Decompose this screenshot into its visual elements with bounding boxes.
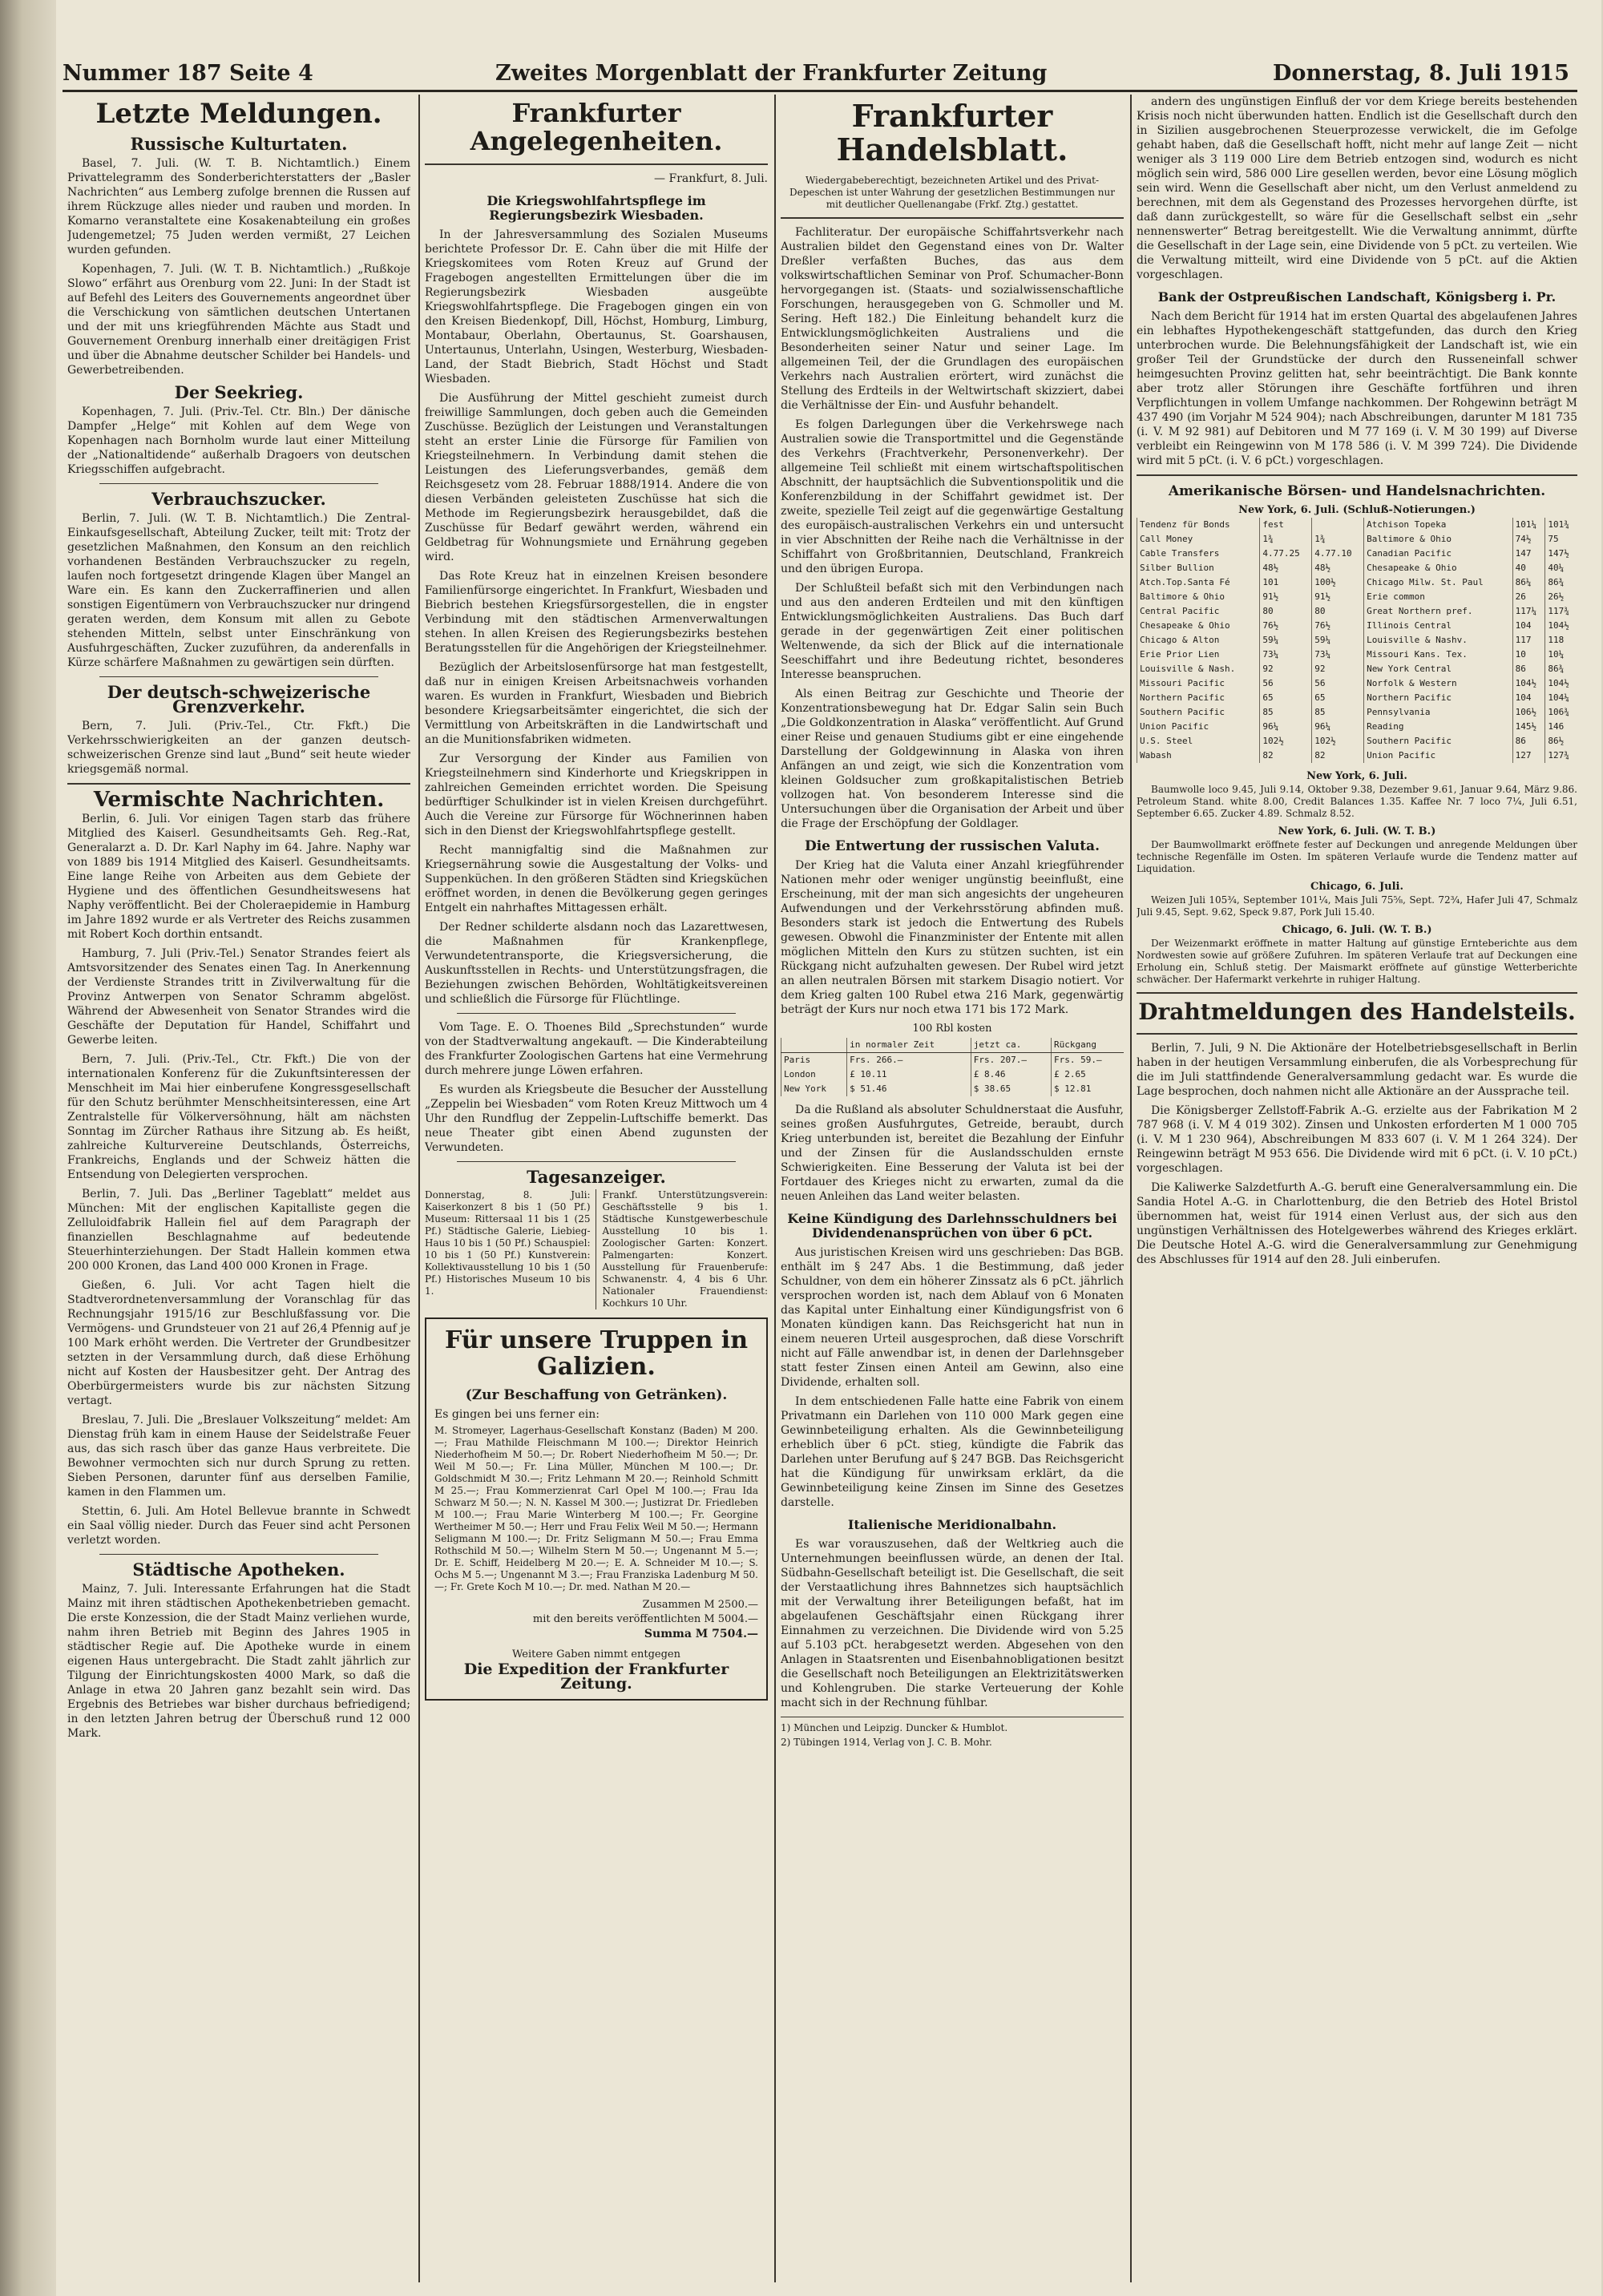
table-cell: 102½ xyxy=(1260,734,1312,749)
table-cell: Atch.Top.Santa Fé xyxy=(1137,575,1260,590)
divider xyxy=(781,217,1124,219)
table-row xyxy=(1137,705,1578,720)
donation-intro: Es gingen bei uns ferner ein: xyxy=(434,1408,600,1422)
section-title: Frankfurter Angelegenheiten. xyxy=(470,98,723,157)
table-cell: 118 xyxy=(1545,633,1577,648)
table-cell: Call Money xyxy=(1137,532,1260,547)
column-rule xyxy=(418,95,420,2282)
table-cell: 100½ xyxy=(1312,575,1364,590)
table-row xyxy=(1137,691,1578,705)
table-row xyxy=(1137,633,1578,648)
article-text: Berlin, 6. Juli. Vor einigen Tagen starb das frühere Mitglied des Kaiserl. Gesundheitsamts Geh. Reg.-Rat, Generalarzt a. D. Dr. Karl Naphy im 64. Jahre. Naphy war von 1889 bis 1914 Mitglied des Kaiserl. Gesundheitsamts. Eine lange Reihe von Arbeiten aus dem Gebiete der Hygiene und des öffentlichen Gesundheitswesens hat Naphy veröffentlicht. Bei der Choleraepidemie in Hamburg im Jahre 1892 wurde er als Vertreter des Reichs zusammen mit Robert Koch dorthin entsandt. xyxy=(67,813,410,942)
table-cell: 147½ xyxy=(1545,547,1577,561)
market-heading: Chicago, 6. Juli. (W. T. B.) xyxy=(1282,924,1432,936)
article-text: Es folgen Darlegungen über die Verkehrswege nach Australien sowie die Transportmittel und die Gegenstände des Verkehrs (Frachtverkehr, Personenverkehr). Der allgemeine Teil schließt mit einem wirtschaftspolitischen Abschnitt, der hauptsächlich die Subventionspolitik und die Konferenzbildung in der Schiffahrt gewidmet ist. Der zweite, spezielle Teil zeigt auf die gegenwärtige Gestaltung des europäisch-australischen Verkehrs ein und untersucht in vier Abschnitten der Reihe nach die Verhältnisse in der Schiffahrt von Großbritannien, Deutschland, Frankreich und den übrigen Europa. xyxy=(781,418,1124,575)
table-cell: 76½ xyxy=(1312,619,1364,633)
table-cell: 56 xyxy=(1260,676,1312,691)
table-row xyxy=(781,1067,1125,1082)
divider xyxy=(1137,992,1577,994)
table-cell: 80 xyxy=(1312,604,1364,619)
donation-note: Weitere Gaben nimmt entgegen xyxy=(512,1648,680,1661)
table-cell: New York xyxy=(781,1082,847,1096)
table-row xyxy=(1137,734,1578,749)
article-text: Stettin, 6. Juli. Am Hotel Bellevue brannte in Schwedt ein Saal völlig nieder. Durch das Feuer sind acht Personen verletzt worden. xyxy=(67,1505,410,1547)
article-text: Die Kaliwerke Salzdetfurth A.-G. beruft eine Generalversammlung ein. Die Sandia Hotel A.-G. in Charlottenburg, die den Betrieb des Hotel Bristol übernommen hat, weist für 1914 einen Verlust aus, der sich aus den ungünstigen Verhältnissen des Hotelgewerbes während des Krieges erklärt. Die Deutsche Hotel A.-G. wird die Generalversammlung zur Genehmigung des Abschlusses für 1914 auf den 28. Juli einberufen. xyxy=(1137,1180,1577,1266)
table-cell: Norfolk & Western xyxy=(1364,676,1513,691)
table-cell: Erie common xyxy=(1364,590,1513,604)
article-text: Recht mannigfaltig sind die Maßnahmen zur Kriegsernährung sowie die Ausgestaltung der Volks- und Suppenküchen. In den größeren Städten sind Kriegsküchen eröffnet worden, in denen die Bevölkerung gegen geringes Entgelt ein nahrhaftes Mittagessen erhält. xyxy=(425,844,768,915)
table-header-cell: Rückgang xyxy=(1051,1038,1124,1053)
table-cell: 59¼ xyxy=(1312,633,1364,648)
market-heading: New York, 6. Juli. (W. T. B.) xyxy=(1278,825,1436,837)
table-cell: Illinois Central xyxy=(1364,619,1513,633)
table-cell: Louisville & Nash. xyxy=(1137,662,1260,676)
article-title: Städtische Apotheken. xyxy=(132,1560,345,1580)
divider xyxy=(67,783,410,785)
table-cell: Union Pacific xyxy=(1364,749,1513,763)
divider xyxy=(99,676,378,677)
article-title: Tagesanzeiger. xyxy=(527,1167,666,1188)
table-cell: 106½ xyxy=(1512,705,1545,720)
article-title: Bank der Ostpreußischen Landschaft, Königsberg i. Pr. xyxy=(1157,289,1557,305)
table-cell: 26 xyxy=(1512,590,1545,604)
table-cell: 146 xyxy=(1545,720,1577,734)
table-cell: 101¾ xyxy=(1545,518,1577,532)
table-cell: Frs. 207.— xyxy=(971,1052,1051,1067)
event-list-right: Frankf. Unterstützungsverein: Geschäftsstelle 9 bis 1. Städtische Kunstgewerbeschule Ausstellung 10 bis 1. Zoologischer Garten: Konzert. Palmengarten: Konzert. Ausstellung für Frauenberufe: Schwanenstr. 4, 4 bis 6 Uhr. Nationaler Frauendienst: Kochkurs 10 Uhr. xyxy=(602,1189,768,1309)
table-cell: 104½ xyxy=(1545,676,1577,691)
article-text: Kopenhagen, 7. Juli. (W. T. B. Nichtamtlich.) „Rußkoje Slowo“ erfährt aus Orenburg vom 22. Juni: In der Stadt ist auf Befehl des Leiters des Gouvernements angeordnet über die Verschickung von sämtlichen deutschen Untertanen und der mit uns kriegführenden Mächte aus Stadt und Gouvernement Orenburg innerhalb einer dreitägigen Frist und über die Abnahme deutscher Schilder bei Handels- und Gewerbetreibenden. xyxy=(67,263,410,377)
article-text: Bezüglich der Arbeitslosenfürsorge hat man festgestellt, daß nur in einigen Kreisen Arbeitsnachweis vorhanden waren. Es wurden in Frankfurt, Wiesbaden und Biebrich besondere Kriegsarbeitsämter eingerichtet, die sich der Vermittlung von Arbeitskräften in die Landwirtschaft und an die Munitionsfabriken widmeten. xyxy=(425,661,768,747)
table-cell: 86 xyxy=(1512,734,1545,749)
table-cell: Baltimore & Ohio xyxy=(1137,590,1260,604)
table-cell: Chesapeake & Ohio xyxy=(1137,619,1260,633)
table-cell: Central Pacific xyxy=(1137,604,1260,619)
table-cell: 86¼ xyxy=(1512,575,1545,590)
article-text: Es wurden als Kriegsbeute die Besucher der Ausstellung „Zeppelin bei Wiesbaden“ vom Roten Kreuz Mittwoch um 4 Uhr den Rundflug der Zeppelin-Luftschiffe bemerkt. Das neue Theater gibt einen Abend zugunsten der Verwundeten. xyxy=(425,1083,768,1155)
table-cell: Southern Pacific xyxy=(1137,705,1260,720)
stock-table xyxy=(1137,518,1577,763)
article-text: Basel, 7. Juli. (W. T. B. Nichtamtlich.) Einem Privattelegramm des Sonderberichterstatters der „Basler Nachrichten“ aus Lemberg zufolge brennen die Russen auf ihrem Rückzuge alles nieder und rauben und morden. In Komarno veranstaltete eine Kosakenabteilung ein großes Judengemetzel; 75 Juden werden vermißt, 27 Leichen wurden gefunden. xyxy=(67,157,410,257)
table-cell: $ 12.81 xyxy=(1051,1082,1124,1096)
table-cell: $ 38.65 xyxy=(971,1082,1051,1096)
table-header-cell: jetzt ca. xyxy=(971,1038,1051,1053)
donation-list: M. Stromeyer, Lagerhaus-Gesellschaft Konstanz (Baden) M 200.—; Frau Mathilde Fleischmann M 100.—; Direktor Heinrich Niederhofheim M 50.—; Dr. Robert Niederhofheim M 50.—; Dr. Weil M 50.—; Fr. Lina Müller, München M 100.—; Dr. Goldschmidt M 30.—; Fritz Lehmann M 20.—; Reinhold Schmitt M 25.—; Frau Kommerzienrat Carl Opel M 100.—; Frau Ida Schwarz M 50.—; N. N. Kassel M 300.—; Justizrat Dr. Friedleben M 100.—; Frau Marie Winterberg M 100.—; Fr. Georgine Wertheimer M 50.—; Herr und Frau Felix Weil M 50.—; Hermann Seligmann M 100.—; Dr. Fritz Seligmann M 50.—; Frau Emma Rothschild M 50.—; Wilhelm Stern M 50.—; Ungenannt M 5.—; Dr. E. Schiff, Heidelberg M 20.—; E. A. Schneider M 10.—; S. Ochs M 5.—; Ungenannt M 3.—; Frau Franziska Ladenburg M 50.—; Fr. Grete Koch M 10.—; Dr. med. Nathan M 20.— xyxy=(434,1425,758,1593)
table-cell: Southern Pacific xyxy=(1364,734,1513,749)
donation-box xyxy=(425,1317,768,1701)
table-cell: 40 xyxy=(1512,561,1545,575)
table-cell: Reading xyxy=(1364,720,1513,734)
table-row xyxy=(1137,575,1578,590)
table-cell: Northern Pacific xyxy=(1137,691,1260,705)
table-cell: 96¼ xyxy=(1312,720,1364,734)
article-text: Bern, 7. Juli. (Priv.-Tel., Ctr. Fkft.) Die Verkehrsschwierigkeiten an der ganzen deutsch-schweizerischen Grenze sind laut „Bund“ seit heute wieder kriegsgemäß normal. xyxy=(67,720,410,777)
table-cell: Paris xyxy=(781,1052,847,1067)
table-row xyxy=(1137,619,1578,633)
table-cell: 48½ xyxy=(1312,561,1364,575)
market-text: Der Baumwollmarkt eröffnete fester auf Deckungen und anregende Meldungen über technische Regenfälle im Osten. Im späteren Verlaufe wurde die Tendenz matter auf Liquidation. xyxy=(1137,839,1577,874)
article-text: Der Krieg hat die Valuta einer Anzahl kriegführender Nationen mehr oder weniger ungünstig beeinflußt, eine Erscheinung, mit der man sich angesichts der ungeheuren Aufwendungen und der Verkehrsstörung abfinden muß. Besonders stark ist jedoch die Entwertung des Rubels gewesen. Obwohl die Finanzminister der Entente mit allen möglichen Mitteln den Kurs zu stützen suchten, ist ein Rückgang nicht aufzuhalten gewesen. Der Rubel wird jetzt an allen neutralen Börsen mit starkem Disagio notiert. Vor dem Krieg galten 100 Rubel etwa 216 Mark, gegenwärtig beträgt der Kurs nur noch etwa 171 bis 172 Mark. xyxy=(781,858,1124,1016)
table-header-cell: in normaler Zeit xyxy=(847,1038,971,1053)
table-cell: Wabash xyxy=(1137,749,1260,763)
donation-subtitle: (Zur Beschaffung von Getränken). xyxy=(465,1387,728,1404)
article-text: Mainz, 7. Juli. Interessante Erfahrungen hat die Stadt Mainz mit ihren städtischen Apothekenbetrieben gemacht. Die erste Konzession, die der Stadt Mainz verliehen wurde, nahm ihren Betrieb mit Beginn des Jahres 1905 in städtischer Regie auf. Die Apotheke wurde in einem eigenen Haus untergebracht. Die Stadt zahlt jährlich zur Tilgung der Einrichtungskosten 4000 Mark, so daß die Anlage in etwa 20 Jahren ganz bezahlt sein wird. Das Ergebnis des Betriebes war bisher durchaus befriedigend; in den letzten Jahren betrug der Überschuß rund 12 000 Mark. xyxy=(67,1583,410,1741)
table-cell: Union Pacific xyxy=(1137,720,1260,734)
event-list-left: Donnerstag, 8. Juli: Kaiserkonzert 8 bis 1 (50 Pf.) Museum: Rittersaal 11 bis 1 (25 Pf.) Städtische Galerie, Liebieg-Haus 10 bis 1 (50 Pf.) Schauspiel: 10 bis 1 (50 Pf.) Kunstverein: Kollektivausstellung 10 bis 1 (50 Pf.) Historisches Museum 10 bis 1. xyxy=(425,1189,596,1309)
article-title: Russische Kulturtaten. xyxy=(130,134,348,155)
table-cell: Louisville & Nashv. xyxy=(1364,633,1513,648)
divider xyxy=(457,1161,736,1162)
table-cell: 48½ xyxy=(1260,561,1312,575)
table-cell: Missouri Kans. Tex. xyxy=(1364,648,1513,662)
table-cell: 74½ xyxy=(1512,532,1545,547)
table-header-row xyxy=(781,1038,1125,1053)
table-cell: 101¼ xyxy=(1512,518,1545,532)
article-text: Berlin, 7. Juli. (W. T. B. Nichtamtlich.) Die Zentral-Einkaufsgesellschaft, Abteilung Zucker, teilt mit: Trotz der gesetzlichen Maßnahmen, den Konsum an den reichlich vorhandenen Beständen Verbrauchszucker zu regeln, laufen noch fortgesetzt dringende Klagen über Mangel an Ware ein. Es kann den Zuckerraffinerien und allen sonstigen Eigentümern von Verbrauchszucker nur dringend geraten werden, dem Konsum mit allen zu Gebote stehenden Mitteln, selbst unter Einschränkung von Ausfuhrgeschäften, Zucker zuzuführen, da anderenfalls in Kürze schärfere Maßnahmen zu gewärtigen sein dürften. xyxy=(67,512,410,670)
table-cell: 86¾ xyxy=(1545,662,1577,676)
table-cell: Canadian Pacific xyxy=(1364,547,1513,561)
article-title: Der deutsch-schweizerische Grenzverkehr. xyxy=(107,682,371,717)
market-heading: New York, 6. Juli. xyxy=(1306,770,1407,782)
table-cell: 4.77.25 xyxy=(1260,547,1312,561)
table-cell: 10¼ xyxy=(1545,648,1577,662)
article-text: Aus juristischen Kreisen wird uns geschrieben: Das BGB. enthält im § 247 Abs. 1 die Bestimmung, daß jeder Schuldner, von dem ein höherer Zinssatz als 6 pCt. jährlich versprochen worden ist, nach dem Ablauf von 6 Monaten das Kapital unter Einhaltung einer Kündigungsfrist von 6 Monaten kündigen kann. Das Reichsgericht hat nun in einem neueren Urteil ausgesprochen, daß diese Vorschrift nicht auf Fälle anwendbar ist, in denen der Darlehnsgeber statt fester Zinsen einen Anteil am Gewinn, also eine Dividende, erhalten soll. xyxy=(781,1245,1124,1389)
divider xyxy=(457,1013,736,1014)
table-cell: Great Northern pref. xyxy=(1364,604,1513,619)
column-rule xyxy=(1130,95,1132,2282)
table-cell: 104½ xyxy=(1512,676,1545,691)
table-cell: 65 xyxy=(1312,691,1364,705)
article-text: Bern, 7. Juli. (Priv.-Tel., Ctr. Fkft.) Die von der internationalen Konferenz für die Zukunftsinteressen der Menschheit im Mai hier einberufene Kongressgesellschaft für den Schutz berühmter Menschheitsinteressen, eine Art Zentralstelle für Völkerversöhnung, hält am nächsten Sonntag im Zürcher Rathaus ihre Sitzung ab. Es heißt, zahlreiche Kulturvereine Deutschlands, Österreichs, Frankreichs, Englands und der Schweiz hätten die Entsendung von Delegierten versprochen. xyxy=(67,1053,410,1182)
table-cell: 104½ xyxy=(1545,619,1577,633)
table-cell: 104¼ xyxy=(1545,691,1577,705)
table-cell: 82 xyxy=(1260,749,1312,763)
table-row xyxy=(1137,590,1578,604)
article-text: Es war vorauszusehen, daß der Weltkrieg auch die Unternehmungen beeinflussen würde, an denen der Ital. Südbahn-Gesellschaft beteiligt ist. Die Gesellschaft, die seit der Verstaatlichung ihres Bahnnetzes sich hauptsächlich mit der Verwaltung ihrer Beteiligungen befaßt, hat im abgelaufenen Geschäftsjahr einen Rückgang ihrer Einnahmen zu verzeichnen. Die Dividende wird von 5.25 auf 5.103 pCt. herabgesetzt werden. Abgesehen von den Anlagen in Staatsrenten und Eisenbahnobligationen besitzt die Gesellschaft noch Beteiligungen an Elektrizitätswerken und Kohlengruben. Die starke Verteuerung der Kohle macht sich in der Rechnung fühlbar. xyxy=(781,1537,1124,1709)
column-business xyxy=(781,95,1124,2282)
table-cell: 56 xyxy=(1312,676,1364,691)
table-cell: 76½ xyxy=(1260,619,1312,633)
table-cell: 73¼ xyxy=(1312,648,1364,662)
article-text: Gießen, 6. Juli. Vor acht Tagen hielt die Stadtverordnetenversammlung der Voranschlag für das Rechnungsjahr 1915/16 zur Beschlußfassung vor. Die Vermögens- und Grundsteuer von 21 auf 26,4 Pfennig auf je 100 Mark erhöht werden. Die Vertreter der Grundbesitzer setzten in der Versammlung durch, daß diese Erhöhung nicht auf Kosten der Hausbesitzer geht. Der Antrag des Oberbürgermeisters wurde bis zur nächsten Sitzung vertagt. xyxy=(67,1279,410,1408)
table-row xyxy=(1137,720,1578,734)
page-header xyxy=(63,56,1577,92)
table-cell: Atchison Topeka xyxy=(1364,518,1513,532)
table-cell: £ 2.65 xyxy=(1051,1067,1124,1082)
table-row xyxy=(781,1052,1125,1067)
table-cell: New York Central xyxy=(1364,662,1513,676)
event-listing xyxy=(425,1189,768,1309)
table-cell: 82 xyxy=(1312,749,1364,763)
donation-title: Für unsere Truppen in Galizien. xyxy=(444,1326,749,1382)
table-cell: 65 xyxy=(1260,691,1312,705)
table-cell: £ 8.46 xyxy=(971,1067,1051,1082)
donation-subtotal: Zusammen M 2500.— xyxy=(642,1599,758,1612)
table-cell: 106¾ xyxy=(1545,705,1577,720)
table-cell: 86½ xyxy=(1545,734,1577,749)
table-cell: Frs. 266.— xyxy=(847,1052,971,1067)
table-cell: 147 xyxy=(1512,547,1545,561)
article-text: Das Rote Kreuz hat in einzelnen Kreisen besondere Familienfürsorge eingerichtet. In Frankfurt, Wiesbaden und Biebrich bestehen Kriegsfürsorgestellen, die in engster Verbindung mit den städtischen Armenverwaltungen stehen. In allen Kreisen des Regierungsbezirks bestehen Beratungsstellen für die Angehörigen der Kriegsteilnehmer. xyxy=(425,570,768,656)
donation-total: Summa M 7504.— xyxy=(644,1628,758,1641)
market-text: Baumwolle loco 9.45, Juli 9.14, Oktober 9.38, Dezember 9.61, Januar 9.64, März 9.86. Petroleum Stand. white 8.00, Credit Balances 1.35. Kaffee Nr. 7 loco 7¼, Juli 6.51, September 6.65. Zucker 4.89. Schmalz 8.52. xyxy=(1137,784,1577,819)
article-text: In der Jahresversammlung des Sozialen Museums berichtete Professor Dr. E. Cahn über die mit Hilfe der Kriegskomitees vom Roten Kreuz auf Grund der Fragebogen angestellten Ermittelungen über die im Regierungsbezirk Wiesbaden ausgeübte Kriegswohlfahrtspflege. Die Fragebogen gingen ein von den Kreisen Biedenkopf, Dill, Höchst, Homburg, Limburg, Montabaur, Oberlahn, Obertaunus, St. Goarshausen, Untertaunus, Unterlahn, Usingen, Westerburg, Wiesbaden-Land, der Stadt Biebrich, Stadt Höchst und Stadt Wiesbaden. xyxy=(425,228,768,386)
table-cell: 1¾ xyxy=(1312,532,1364,547)
market-heading: Chicago, 6. Juli. xyxy=(1310,881,1403,893)
table-cell: 10 xyxy=(1512,648,1545,662)
table-cell: 92 xyxy=(1260,662,1312,676)
table-cell: 101 xyxy=(1260,575,1312,590)
article-text: Der Schlußteil befaßt sich mit den Verbindungen nach und aus den anderen Erdteilen und mit den künftigen Entwicklungsmöglichkeiten Australiens. Das Buch darf gerade in der gegenwärtigen Zeit einer politischen Weltenwende, da sich der Blick auf die internationale Seeschiffahrt und ihre Bedeutung richtet, besonderes Interesse beanspruchen. xyxy=(781,581,1124,681)
section-title: Vermischte Nachrichten. xyxy=(93,788,385,813)
table-cell: fest xyxy=(1260,518,1312,532)
table-cell: 96¼ xyxy=(1260,720,1312,734)
table-caption: 100 Rbl kosten xyxy=(912,1022,992,1035)
table-cell: 85 xyxy=(1260,705,1312,720)
article-text: Berlin, 7. Juli. Das „Berliner Tageblatt“ meldet aus München: Mit der englischen Kapitalliste gegen die Zelluloidfabrik Hallein fiel auf dem Paragraph der finanziellen Beschlagnahme auf bedeutende Steuerhinterziehungen. Der Stadt Hallein kommen etwa 200 000 Kronen, das Land 400 000 Kronen in Frage. xyxy=(67,1188,410,1273)
table-cell: 91½ xyxy=(1260,590,1312,604)
table-cell: Chesapeake & Ohio xyxy=(1364,561,1513,575)
column-rule xyxy=(774,95,776,2282)
table-cell: 26½ xyxy=(1545,590,1577,604)
table-row xyxy=(1137,676,1578,691)
article-title: Italienische Meridionalbahn. xyxy=(847,1516,1057,1532)
divider xyxy=(99,483,378,484)
article-text: Die Königsberger Zellstoff-Fabrik A.-G. erzielte aus der Fabrikation M 2 787 968 (i. V. M 4 019 302). Zinsen und Unkosten erforderten M 1 000 705 (i. V. M 1 230 964), Abschreibungen M 833 607 (i. V. M 1 264 324). Der Reingewinn beträgt M 953 656. Die Dividende wird mit 6 pCt. (i. V. 10 pCt.) vorgeschlagen. xyxy=(1137,1104,1577,1175)
table-cell: London xyxy=(781,1067,847,1082)
divider xyxy=(1137,474,1577,476)
market-heading: New York, 6. Juli. (Schluß-Notierungen.) xyxy=(1238,504,1476,516)
table-cell: 73¼ xyxy=(1260,648,1312,662)
article-title: Keine Kündigung des Darlehnsschuldners bei Dividendenansprüchen von über 6 pCt. xyxy=(787,1210,1117,1241)
issue-number: Nummer 187 Seite 4 xyxy=(63,61,313,86)
footnotes: 1) München und Leipzig. Duncker & Humblot. 2) Tübingen 1914, Verlag von J. C. B. Mohr. xyxy=(781,1717,1124,1749)
column-frankfurt-affairs xyxy=(425,95,768,2282)
table-cell: £ 10.11 xyxy=(847,1067,971,1082)
article-text: Die Ausführung der Mittel geschieht zumeist durch freiwillige Sammlungen, doch geben auch die Gemeinden Zuschüsse. Bezüglich der Leistungen und Veranstaltungen steht an erster Linie die Fürsorge für Familien von Kriegsteilnehmern. In Verbindung damit stehen die Leistungen des Lieferungsverbandes, gemäß dem Reichsgesetz vom 28. Februar 1888/1914. Andere die von diesen Verbänden geleisteten Zuschüsse hat sich die Methode im Regierungsbezirk herausgebildet, daß die Zuschüsse für Bedarf gewährt werden, während ein Geldbetrag für Wohnungsmiete und Ernährung gegeben wird. xyxy=(425,392,768,564)
table-cell: 92 xyxy=(1312,662,1364,676)
article-text: Breslau, 7. Juli. Die „Breslauer Volkszeitung“ meldet: Am Dienstag früh kam in einem Hause der Seidelstraße Feuer aus, das sich rasch über das ganze Haus verbreitete. Die Bewohner vermochten sich nur durch Sprung zu retten. Sieben Personen, darunter fünf aus derselben Familie, kamen in den Flammen um. xyxy=(67,1414,410,1499)
table-cell: 127¾ xyxy=(1545,749,1577,763)
table-cell: Erie Prior Lien xyxy=(1137,648,1260,662)
table-cell: 127 xyxy=(1512,749,1545,763)
table-cell xyxy=(1312,518,1364,532)
table-cell: 40¼ xyxy=(1545,561,1577,575)
article-title: Die Entwertung der russischen Valuta. xyxy=(804,837,1100,854)
article-text: andern des ungünstigen Einfluß der vor dem Kriege bereits bestehenden Krisis noch nicht überwunden hatten. Endlich ist die Gesellschaft durch den in Sizilien ausgebrochenen Steuerprozesse verwickelt, die im Gefolge gehabt haben, daß die Gesellschaft hofft, nicht mehr auf lange Zeit — nicht weniger als 3 119 000 Lire dem Betrieb entzogen sind, wodurch es nicht möglich sein wird, 586 000 Lire gesellen werden, bevor eine Lösung möglich sein wird. Wenn die Gesellschaft aber nicht, um den Verlust anmeldend zu berechnen, mit dem als Gegenstand des Prozesses hervorgehen dürfte, ist daß dann zurückgestellt, so wäre für die Gesellschaft selbst ein „sehr nennenswerter“ Betrag bereitgestellt. Wie die Verwaltung annimmt, dürfte die Gesellschaft in der Lage sein, eine Dividende von 5 pCt. zu verteilen. Wie die Verwaltung mitteilt, wird eine Dividende von 5 pCt. auf die Aktien vorgeschlagen. xyxy=(1137,95,1577,281)
divider xyxy=(99,1554,378,1555)
table-cell: 145½ xyxy=(1512,720,1545,734)
table-cell: Chicago & Alton xyxy=(1137,633,1260,648)
article-text: In dem entschiedenen Falle hatte eine Fabrik von einem Privatmann ein Darlehen von 110 000 Mark gegen eine Gewinnbeteiligung erhalten. Als die Gewinnbeteiligung erheblich über 6 pCt. stieg, kündigte die Fabrik das Darlehen unter Berufung auf § 247 BGB. Das Reichsgericht hat die Kündigung für unwirksam erklärt, da die Gewinnbeteiligung keine Zinsen im Sinne des Gesetzes darstelle. xyxy=(781,1394,1124,1509)
table-cell: 85 xyxy=(1312,705,1364,720)
article-text: Berlin, 7. Juli, 9 N. Die Aktionäre der Hotelbetriebsgesellschaft in Berlin haben in der heutigen Versammlung einberufen, die als Vorbesprechung für die im Juli stattfindende Generalversammlung gedacht war. Es wurde die Lage besprochen, doch nahmen nicht alle Aktionäre an der Aussprache teil. xyxy=(1137,1041,1577,1098)
table-cell: 4.77.10 xyxy=(1312,547,1364,561)
article-title: Die Kriegswohlfahrtspflege im Regierungsbezirk Wiesbaden. xyxy=(487,193,706,224)
section-title: Drahtmeldungen des Handelsteils. xyxy=(1138,999,1576,1025)
article-text: Hamburg, 7. Juli (Priv.-Tel.) Senator Strandes feiert als Amtsvorsitzender des Senates einen Tag. In Anerkennung der Verdienste Strandes tritt in Zivilverwaltung für die Provinz Antwerpen von Senator Schramm abgelöst. Während der Abwesenheit von Senator Strandes wird die Geschäfte der Deputation für Handel, Schiffahrt und Gewerbe leiten. xyxy=(67,947,410,1047)
paper-name: Zweites Morgenblatt der Frankfurter Zeitung xyxy=(495,61,1048,86)
section-title: Amerikanische Börsen- und Handelsnachrichten. xyxy=(1168,483,1546,499)
article-text: Kopenhagen, 7. Juli. (Priv.-Tel. Ctr. Bln.) Der dänische Dampfer „Helge“ mit Kohlen auf dem Wege von Kopenhagen nach Bornholm wurde laut einer Mitteilung der „Nationaltidende“ außerhalb Dragoers von deutschen Kriegsschiffen aufgebracht. xyxy=(67,406,410,477)
dateline: — Frankfurt, 8. Juli. xyxy=(654,172,768,186)
article-title: Verbrauchszucker. xyxy=(151,489,326,510)
copyright-note: Wiedergabeberechtigt, bezeichneten Artikel und des Privat-Depeschen ist unter Wahrung der gesetzlichen Bestimmungen nur mit deutlicher Quellenangabe (Frkf. Ztg.) gestattet. xyxy=(789,174,1115,210)
table-cell: 117 xyxy=(1512,633,1545,648)
table-cell: 91½ xyxy=(1312,590,1364,604)
article-text: Nach dem Bericht für 1914 hat im ersten Quartal des abgelaufenen Jahres ein lebhaftes Hypothekengeschäft stattgefunden, das durch den Krieg unterbrochen wurde. Die Belehnungsfähigkeit der Landschaft ist, wie ein großer Teil der Grundstücke der durch den Russeneinfall schwer heimgesuchten Provinz gelitten hat, sehr beeinträchtigt. Die Bank konnte aber trotz aller Störungen ihre Geschäfte fortführen und ihren Verpflichtungen in vollem Umfange nachkommen. Der Rohgewinn beträgt M 437 490 (im Vorjahr M 524 904); nach Abschreibungen, darunter M 181 735 (i. V. M 92 981) auf Debitoren und M 77 169 (i. V. M 30 199) auf Diverse verbleibt ein Reingewinn von M 178 586 (i. V. M 399 724). Die Dividende wird mit 5 pCt. (i. V. 6 pCt.) vorgeschlagen. xyxy=(1137,310,1577,467)
table-row xyxy=(1137,532,1578,547)
section-title: Frankfurter Handelsblatt. xyxy=(836,98,1068,167)
table-cell: Pennsylvania xyxy=(1364,705,1513,720)
table-row xyxy=(1137,662,1578,676)
article-title: Der Seekrieg. xyxy=(174,382,304,403)
article-text: Der Redner schilderte alsdann noch das Lazarettwesen, die Maßnahmen für Krankenpflege, Verwundetentransporte, die Kriegsversicherung, die Auskunftsstellen in Rechts- und Unterstützungsfragen, die Beziehungen zwischen Behörden, Wohltätigkeitsvereinen und schließlich die Fürsorge für Flüchtlinge. xyxy=(425,921,768,1007)
table-row xyxy=(1137,604,1578,619)
divider xyxy=(425,163,768,165)
table-row xyxy=(1137,518,1578,532)
table-cell: Baltimore & Ohio xyxy=(1364,532,1513,547)
book-spine xyxy=(0,0,56,2296)
column-markets xyxy=(1137,95,1577,2282)
table-cell: 86 xyxy=(1512,662,1545,676)
table-row xyxy=(1137,561,1578,575)
table-cell: 117¼ xyxy=(1512,604,1545,619)
issue-date: Donnerstag, 8. Juli 1915 xyxy=(1273,61,1569,86)
table-cell: 117¾ xyxy=(1545,604,1577,619)
table-row xyxy=(1137,547,1578,561)
donation-footer: Die Expedition der Frankfurter Zeitung. xyxy=(463,1660,729,1693)
table-cell: 75 xyxy=(1545,532,1577,547)
column-latest-news xyxy=(67,95,410,2282)
article-text: Als einen Beitrag zur Geschichte und Theorie der Konzentrationsbewegung hat Dr. Edgar Salin sein Buch „Die Goldkonzentration in Alaska“ veröffentlicht. Auf Grund einer Reise und genauen Studiums gibt er eine eingehende Darstellung der Goldgewinnung in Alaska von ihren Anfängen an und zeigt, wie sich die Konzentration vom kleinen Goldsucher zum großkapitalistischen Betrieb vollzogen hat. Von besonderem Interesse sind die Untersuchungen über die Organisation der Arbeit und über die Frage der Erschöpfung der Goldlager. xyxy=(781,687,1124,830)
donation-previous: mit den bereits veröffentlichten M 5004.— xyxy=(532,1613,758,1626)
article-text: Da die Rußland als absoluter Schuldnerstaat die Ausfuhr, seines großen Ausfuhrgutes, Getreide, beraubt, durch Krieg unterbunden ist, bereitet die Bezahlung der Einfuhr und der Zinsen für die Auslandsschulden ernste Schwierigkeiten. Eine Besserung der Valuta ist bei der Fortdauer des Krieges nicht zu erwarten, zumal da die neuen Anleihen das Land weiter belasten. xyxy=(781,1103,1124,1203)
table-cell: 86¾ xyxy=(1545,575,1577,590)
table-cell: 59¼ xyxy=(1260,633,1312,648)
table-cell: Frs. 59.— xyxy=(1051,1052,1124,1067)
table-row xyxy=(1137,749,1578,763)
table-cell: 104 xyxy=(1512,619,1545,633)
table-cell: Northern Pacific xyxy=(1364,691,1513,705)
table-cell: Chicago Milw. St. Paul xyxy=(1364,575,1513,590)
table-cell: $ 51.46 xyxy=(847,1082,971,1096)
table-row xyxy=(1137,648,1578,662)
section-title: Letzte Meldungen. xyxy=(95,98,382,130)
table-cell: 1¾ xyxy=(1260,532,1312,547)
article-text: Fachliteratur. Der europäische Schiffahrtsverkehr nach Australien bildet den Gegenstand eines von Dr. Walter Dreßler verfaßten Buches, das aus dem volkswirtschaftlichen Seminar von Prof. Schumacher-Bonn hervorgegangen ist. (Staats- und sozialwissenschaftliche Forschungen, herausgegeben von G. Schmoller und M. Sering. Heft 182.) Die Einleitung behandelt kurz die Entwicklungsmöglichkeiten Australiens und die Besonderheiten seiner Natur und seiner Lage. Im allgemeinen Teil, der die Grundlagen des europäischen Verkehrs nach Australien erörtert, wird zunächst die Stellung des Erdteils in der Weltwirtschaft skizziert, dabei die Verhältnisse der Ein- und Ausfuhr behandelt. xyxy=(781,225,1124,412)
table-header-cell xyxy=(781,1038,847,1053)
divider xyxy=(1137,1033,1577,1035)
article-text: Zur Versorgung der Kinder aus Familien von Kriegsteilnehmern sind Kinderhorte und Kriegskrippen in zahlreichen Gemeinden errichtet worden. Die Speisung bedürftiger Schulkinder ist in vielen Kreisen durchgeführt. Auch die Vereine zur Fürsorge für Wöchnerinnen haben sich in den Dienst der Kriegswohlfahrtspflege gestellt. xyxy=(425,753,768,838)
table-cell: Tendenz für Bonds xyxy=(1137,518,1260,532)
exchange-table xyxy=(781,1038,1124,1096)
table-cell: U.S. Steel xyxy=(1137,734,1260,749)
market-text: Der Weizenmarkt eröffnete in matter Haltung auf günstige Ernteberichte aus dem Nordwesten sowie auf größere Zufuhren. Im späteren Verlaufe trat auf Deckungen eine Erholung ein, Schluß stetig. Der Maismarkt eröffnete auf günstige Wetterberichte schwächer. Der Hafermarkt verkehrte in ruhiger Haltung. xyxy=(1137,938,1577,985)
table-cell: Silber Bullion xyxy=(1137,561,1260,575)
table-row xyxy=(781,1082,1125,1096)
table-cell: Missouri Pacific xyxy=(1137,676,1260,691)
table-cell: 102½ xyxy=(1312,734,1364,749)
market-text: Weizen Juli 105¾, September 101¼, Mais Juli 75⅝, Sept. 72¾, Hafer Juli 47, Schmalz Juli 9.45, Sept. 9.62, Speck 9.87, Pork Juli 15.40. xyxy=(1137,894,1577,918)
table-cell: 104 xyxy=(1512,691,1545,705)
table-cell: Cable Transfers xyxy=(1137,547,1260,561)
table-cell: 80 xyxy=(1260,604,1312,619)
article-text: Vom Tage. E. O. Thoenes Bild „Sprechstunden“ wurde von der Stadtverwaltung angekauft. — Die Kinderabteilung des Frankfurter Zoologischen Gartens hat eine Vermehrung durch mehrere junge Löwen erfahren. xyxy=(425,1021,768,1078)
